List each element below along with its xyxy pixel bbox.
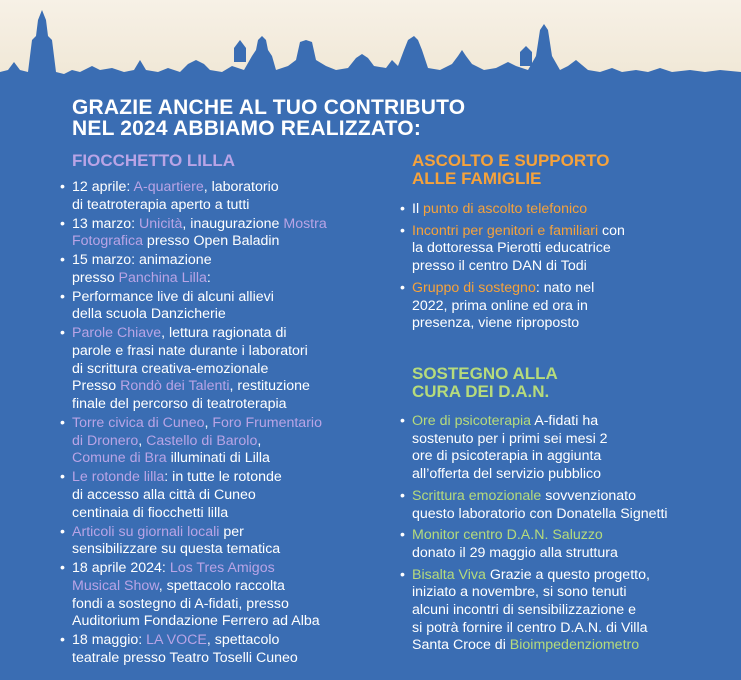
section-title-line-1: SOSTEGNO ALLA (412, 364, 558, 383)
bullet-list (60, 179, 390, 668)
text-line (72, 361, 390, 379)
text-line (72, 252, 390, 270)
body-text: 18 maggio: (72, 632, 147, 649)
section-title-line-1: ASCOLTO E SUPPORTO (412, 151, 610, 170)
body-text: per (219, 523, 244, 540)
body-text: : nato nel (535, 279, 595, 296)
highlight-text: Parole Chiave (72, 325, 162, 342)
body-text: 12 aprile: (72, 179, 134, 195)
body-text: presso il centro DAN di Todi (412, 258, 587, 275)
text-line (72, 179, 390, 197)
body-text: della scuola Danzicherie (72, 306, 226, 323)
section-fiocchetto-lilla (60, 152, 390, 668)
body-text: di scrittura creativa-emozionale (72, 360, 269, 377)
text-line (72, 487, 390, 505)
section-title-line-2: CURA DEI D.A.N. (412, 382, 550, 401)
body-text: 18 aprile 2024: (72, 560, 170, 577)
list-item (60, 415, 390, 468)
text-line (412, 506, 730, 524)
text-line (72, 613, 390, 631)
highlight-text: Musical Show (72, 577, 159, 594)
text-line (412, 527, 730, 545)
text-line (72, 233, 390, 251)
text-line (72, 306, 390, 324)
text-line (412, 223, 730, 241)
text-line (72, 197, 390, 215)
text-line (72, 378, 390, 396)
section-title (412, 152, 730, 188)
text-line (412, 637, 730, 655)
highlight-text: Bioimpedenziometro (509, 637, 640, 654)
text-line (72, 325, 390, 343)
text-line (72, 216, 390, 234)
text-line (412, 298, 730, 316)
bullet-list (400, 413, 730, 655)
body-text: presenza, viene riproposto (412, 315, 580, 332)
body-text: iniziato a novembre, si sono tenuti (412, 584, 627, 601)
list-item (60, 632, 390, 667)
body-text: alcuni incontri di sensibilizzazione e (412, 602, 636, 619)
bullet-icon: • (400, 487, 405, 504)
body-text: con (598, 222, 625, 239)
body-text: centinaia di fiocchetti lilla (72, 504, 229, 521)
body-text: : in tutte le rotonde (164, 469, 282, 486)
text-line (412, 258, 730, 276)
body-text: : (206, 269, 211, 286)
text-line (72, 396, 390, 414)
list-item (400, 488, 730, 523)
title-line-1: GRAZIE ANCHE AL TUO CONTRIBUTO (72, 96, 466, 119)
bullet-list (400, 201, 730, 333)
body-text: sovvenzionato (541, 487, 636, 504)
body-text: fondi a sostegno di A-fidati, presso (72, 595, 289, 612)
list-item (60, 469, 390, 522)
body-text: la dottoressa Pierotti educatrice (412, 240, 611, 257)
bullet-icon: • (60, 215, 65, 232)
text-line (72, 450, 390, 468)
body-text: , lettura ragionata di (161, 325, 287, 342)
body-text: , spettacolo (206, 632, 280, 649)
page-title (72, 97, 465, 139)
text-line (72, 596, 390, 614)
body-text: , (138, 432, 147, 449)
body-text: , (204, 415, 213, 432)
bullet-icon: • (60, 632, 65, 649)
text-line (412, 567, 730, 585)
text-line (412, 584, 730, 602)
highlight-text: Scrittura emozionale (412, 487, 542, 504)
list-item (400, 223, 730, 276)
text-line (72, 343, 390, 361)
bullet-icon: • (60, 560, 65, 577)
body-text: presso Open Baladin (142, 233, 280, 250)
text-line (72, 415, 390, 433)
body-text: Santa Croce di (412, 637, 510, 654)
bullet-icon: • (400, 413, 405, 429)
body-text: illuminati di Lilla (166, 450, 270, 467)
body-text: di accesso alla città di Cuneo (72, 487, 256, 504)
highlight-text: Bisalta Viva (412, 566, 486, 583)
body-text: donato il 29 maggio alla struttura (412, 544, 618, 561)
list-item (60, 560, 390, 631)
body-text: finale del percorso di teatroterapia (72, 396, 287, 413)
highlight-text: Castello di Barolo (146, 432, 258, 449)
body-text: 15 marzo: animazione (72, 252, 212, 269)
highlight-text: Articoli su giornali locali (72, 523, 220, 540)
list-item (400, 527, 730, 562)
body-text: ore di psicoterapia in aggiunta (412, 448, 602, 465)
highlight-text: Foro Frumentario (212, 415, 322, 432)
bullet-icon: • (400, 527, 405, 544)
body-text: parole e frasi nate durante i laboratori (72, 343, 308, 360)
list-item (400, 413, 730, 484)
body-text: , inaugurazione (182, 215, 284, 232)
body-text: 13 marzo: (72, 215, 140, 232)
body-text: presso (72, 269, 119, 286)
bullet-icon: • (60, 288, 65, 305)
text-line (412, 545, 730, 563)
body-text: , (257, 432, 262, 449)
bullet-icon: • (60, 179, 65, 195)
list-item (400, 201, 730, 219)
text-line (72, 469, 390, 487)
body-text: , restituzione (229, 378, 310, 395)
text-line (412, 201, 730, 219)
section-sostegno-cura (400, 365, 730, 655)
body-text: Presso (72, 378, 121, 395)
body-text: sostenuto per i primi sei mesi 2 (412, 430, 608, 447)
text-line (412, 280, 730, 298)
text-line (72, 578, 390, 596)
text-line (412, 431, 730, 449)
highlight-text: Unicità (139, 215, 183, 232)
title-line-2: NEL 2024 ABBIAMO REALIZZATO: (72, 117, 422, 140)
list-item (60, 252, 390, 287)
bullet-icon: • (400, 201, 405, 217)
body-text: si potrà fornire il centro D.A.N. di Villa (412, 619, 648, 636)
section-title: FIOCCHETTO LILLA (72, 151, 236, 170)
highlight-text: punto di ascolto telefonico (423, 201, 588, 217)
highlight-text: Panchina Lilla (118, 269, 207, 286)
body-text: Performance live di alcuni allievi (72, 288, 274, 305)
highlight-text: Rondò dei Talenti (120, 378, 230, 395)
highlight-text: Comune di Bra (72, 450, 167, 467)
bullet-icon: • (60, 415, 65, 432)
highlight-text: Mostra (283, 215, 327, 232)
text-line (412, 466, 730, 484)
text-line (72, 650, 390, 668)
text-line (72, 560, 390, 578)
list-item (60, 325, 390, 414)
bullet-icon: • (400, 279, 405, 296)
body-text: , spettacolo raccolta (158, 577, 285, 594)
text-line (72, 632, 390, 650)
section-title (412, 365, 730, 401)
body-text: di teatroterapia aperto a tutti (72, 196, 250, 213)
bullet-icon: • (60, 325, 65, 342)
text-line (72, 289, 390, 307)
highlight-text: Gruppo di sostegno (412, 279, 536, 296)
text-line (72, 505, 390, 523)
text-line (72, 433, 390, 451)
highlight-text: Ore di psicoterapia (412, 413, 532, 429)
bullet-icon: • (400, 222, 405, 239)
highlight-text: A-quartiere (133, 179, 204, 195)
text-line (72, 541, 390, 559)
list-item (400, 280, 730, 333)
body-text: Auditorium Fondazione Ferrero ad Alba (72, 613, 320, 630)
body-text: questo laboratorio con Donatella Signetti (412, 505, 668, 522)
text-line (412, 448, 730, 466)
body-text: sensibilizzare su questa tematica (72, 541, 281, 558)
text-line (412, 620, 730, 638)
body-text: Grazie a questo progetto, (485, 566, 650, 583)
text-line (72, 524, 390, 542)
list-item (60, 179, 390, 214)
text-line (72, 270, 390, 288)
text-line (412, 488, 730, 506)
body-text: Il (412, 201, 424, 217)
highlight-text: LA VOCE (146, 632, 207, 649)
highlight-text: Los Tres Amigos (169, 560, 275, 577)
city-skyline-illustration (0, 0, 741, 100)
body-text: , laboratorio (203, 179, 279, 195)
body-text: A-fidati ha (531, 413, 599, 429)
highlight-text: Le rotonde lilla (72, 469, 165, 486)
section-ascolto-supporto (400, 152, 730, 333)
text-line (412, 240, 730, 258)
body-text: 2022, prima online ed ora in (412, 297, 588, 314)
body-text: teatrale presso Teatro Toselli Cuneo (72, 649, 298, 666)
text-line (412, 315, 730, 333)
list-item (60, 216, 390, 251)
highlight-text: Fotografica (72, 233, 143, 250)
highlight-text: di Dronero (72, 432, 139, 449)
body-text: all’offerta del servizio pubblico (412, 466, 602, 483)
text-line (412, 602, 730, 620)
text-line (412, 413, 730, 431)
bullet-icon: • (60, 252, 65, 269)
list-item (60, 524, 390, 559)
bullet-icon: • (60, 469, 65, 486)
section-title-line-2: ALLE FAMIGLIE (412, 169, 542, 188)
bullet-icon: • (60, 523, 65, 540)
highlight-text: Incontri per genitori e familiari (412, 222, 599, 239)
bullet-icon: • (400, 566, 405, 583)
list-item (60, 289, 390, 324)
highlight-text: Monitor centro D.A.N. Saluzzo (412, 527, 603, 544)
list-item (400, 567, 730, 656)
highlight-text: Torre civica di Cuneo (72, 415, 205, 432)
